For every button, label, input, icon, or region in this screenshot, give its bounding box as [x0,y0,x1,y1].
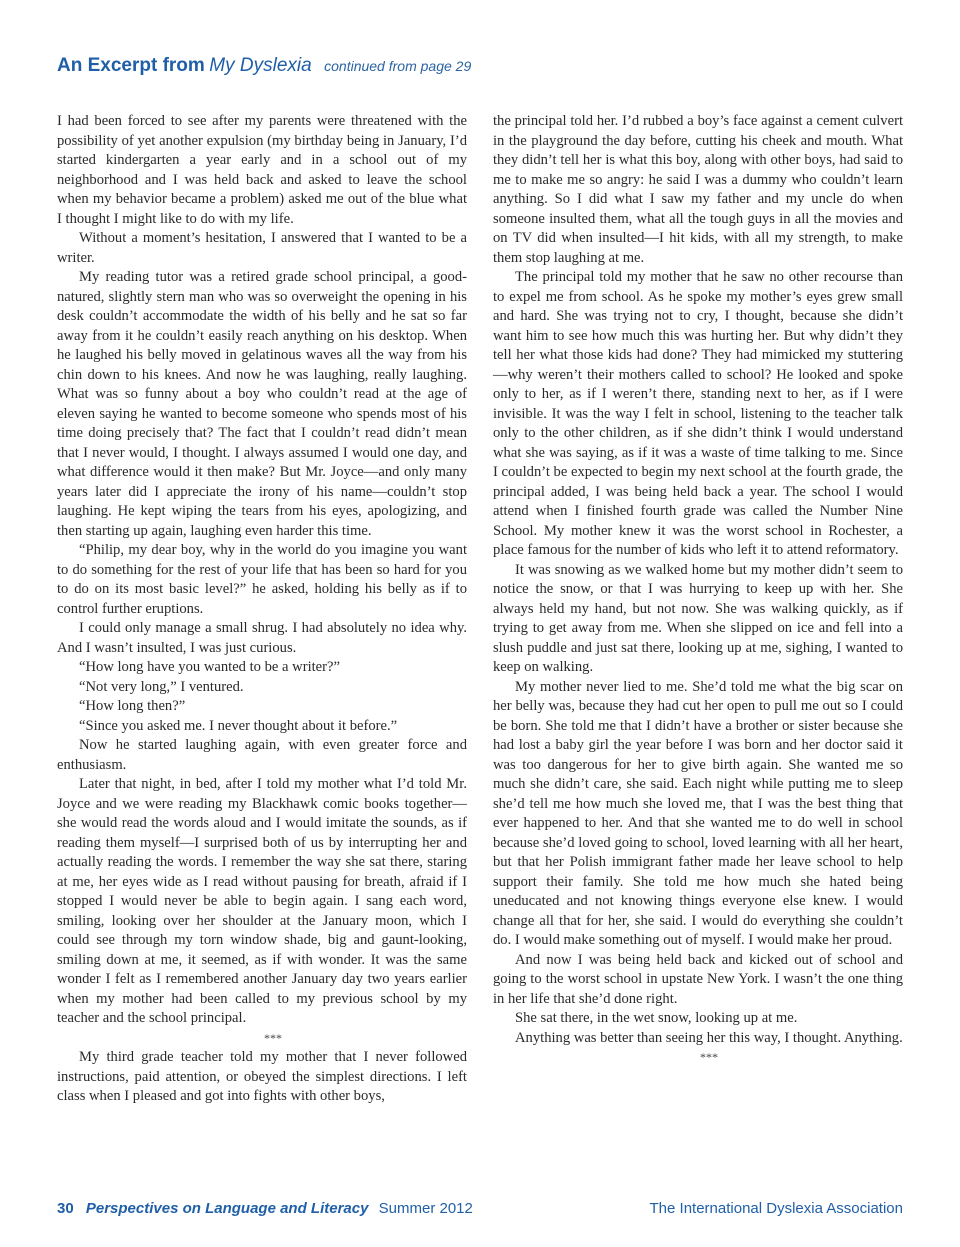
paragraph: “How long then?” [79,698,186,714]
paragraph: And now I was being held back and kicked out of school and going to the worst school in upstate New York. I wasn’t the one thing in her life that she’d done right. [493,951,903,1007]
paragraph: The principal told my mother that he saw no other recourse than to expel me from school. As he spoke my mother’s eyes grew small and hard. She was trying not to cry, I thought, because she didn’t want him to see how much this was hurting her. But why didn’t they tell her what those kids had done? They had mimicked my stuttering—why weren’t their mothers called to school? He looked and spoke only to her, as if I weren’t there, standing next to her, as if I were invisible. It was the way I felt in school, listening to the teacher talk only to the other children, as if she didn’t think I would understand what she was saying, as if it was a waste of time talking to me. Since I couldn’t be expected to begin my next school at the fourth grade, the principal added, I was being held back a year. The school I would attend when I finished fourth grade was called the Number Nine School. My mother knew it was the worst school in Rochester, a place famous for the number of kids who left it to attend reformatory. [493,269,903,558]
paragraph: My reading tutor was a retired grade school principal, a good-natured, slightly stern man who was so overweight the opening in his desk couldn’t accommodate the width of his belly and he sat so far away from it he couldn’t easily reach anything on his desktop. When he laughed his belly moved in gelatinous waves all the way from his chin down to his knees. And now he was laughing, really laughing. What was so funny about a boy who couldn’t read at the age of eleven saying he wanted to become someone who spends most of his time doing precisely that? The fact that I couldn’t read didn’t mean that I never would, I thought. I always assumed I would one day, and what difference would it then make? But Mr. Joyce—and only many years later did I appreciate the irony of his name—couldn’t stop laughing. He kept wiping the tears from his eyes, apologizing, and then starting up again, laughing even harder this time. [57,269,467,539]
right-column [493,112,903,1068]
paragraph: Later that night, in bed, after I told my mother what I’d told Mr. Joyce and we were reading my Blackhawk comic books together—she would read the words aloud and I would imitate the sounds, as if reading them myself—I surprised both of us by interrupting her and actually reading the words. I remember the way she sat there, staring at me, her eyes wide as I read without pausing for breath, afraid if I stopped I would never be able to begin again. I sang each word, smiling, looking over her shoulder at the January moon, which I could see through my torn window shade, big and gaunt-looking, smiling down at me, it seemed, as if with wonder. It was the same wonder I felt as I remembered another January day two years earlier when my mother had been called to my previous school by my teacher and the school principal. [57,776,467,1026]
paragraph: “Since you asked me. I never thought about it before.” [79,717,398,734]
paragraph: She sat there, in the wet snow, looking up at me. [515,1010,798,1026]
header-book-title: My Dyslexia [209,55,312,76]
paragraph: “Philip, my dear boy, why in the world do you imagine you want to do something for the rest of your life that has been so hard for you to do on its most basic level?” he asked, holding his belly as if to control further eruptions. [57,542,467,617]
issue-date: Summer 2012 [378,1200,473,1217]
paragraph: “Not very long,” I ventured. [79,678,244,695]
left-paragraphs-after [57,1048,467,1107]
paragraph: My third grade teacher told my mother that I never followed instructions, paid attention, or obeyed the simplest directions. I left class when I pleased and got into fights with other boys, [57,1049,467,1104]
page-number: 30 [57,1200,74,1217]
paragraph: Anything was better than seeing her this way, I thought. Anything. [515,1029,903,1046]
paragraph: “How long have you wanted to be a writer?” [79,659,340,675]
paragraph: It was snowing as we walked home but my mother didn’t seem to notice the snow, or that I was hurrying to keep up with her. She always held my hand, but not now. She was walking quickly, as if trying to get away from me. When she slipped on ice and fell into a slush puddle and just sat there, looking up at me, sighing, I wanted to keep on walking. [493,561,903,675]
left-paragraphs [57,112,467,1029]
page-footer [57,1200,903,1217]
paragraph: I had been forced to see after my parents were threatened with the possibility of yet another expulsion (my birthday being in January, I’d started kindergarten a year early and in a school out of my neighborhood and I was held back and asked to leave the school when my behavior became a problem) asked me out of the blue what I thought I might like to do with my life. [57,113,467,227]
header-prefix: An Excerpt from [57,55,205,76]
header-continued-note: continued from page 29 [324,58,472,74]
publication-title: Perspectives on Language and Literacy [85,1200,369,1217]
paragraph: the principal told her. I’d rubbed a boy’s face against a cement culvert in the playground the day before, cutting his cheek and mouth. What they didn’t tell her is what this boy, along with other boys, had said to me to make me so angry: he said I was a dummy who couldn’t learn anything. So I did what I saw my father and my uncle do when someone insulted them, what all the tough guys in all the movies and on TV did when insulted—I hit kids, with all my strength, to make them stop laughing at me. [493,113,903,266]
article-header [57,55,917,77]
section-separator-end: *** [700,1050,718,1064]
organization-name: The International Dyslexia Association [649,1200,903,1217]
section-separator: *** [264,1030,282,1045]
right-paragraphs [493,112,903,1048]
paragraph: I could only manage a small shrug. I had absolutely no idea why. And I wasn’t insulted, I was just curious. [57,620,467,656]
left-column [57,112,467,1107]
paragraph: My mother never lied to me. She’d told me what the big scar on her belly was, because they had cut her open to pull me out so I could be born. She told me that I didn’t have a brother or sister because she had lost a baby girl the year before I was born and her doctor said it was too dangerous for her to give birth again. She wanted me so much she didn’t care, she said. Each night while putting me to sleep she’d tell me how much she loved me, that I was the best thing that ever happened to her. And that she wanted me to do well in school because she’d loved going to school, loved learning with all her heart, but that her Polish immigrant father made her leave school to help support their family. She told me how much she hated being uneducated and not knowing things everyone else knew. I would change all that for her, she said. I would do everything she couldn’t do. I would make something out of myself. I would make her proud. [493,678,903,948]
paragraph: Now he started laughing again, with even greater force and enthusiasm. [57,737,467,773]
paragraph: Without a moment’s hesitation, I answered that I wanted to be a writer. [57,230,467,266]
